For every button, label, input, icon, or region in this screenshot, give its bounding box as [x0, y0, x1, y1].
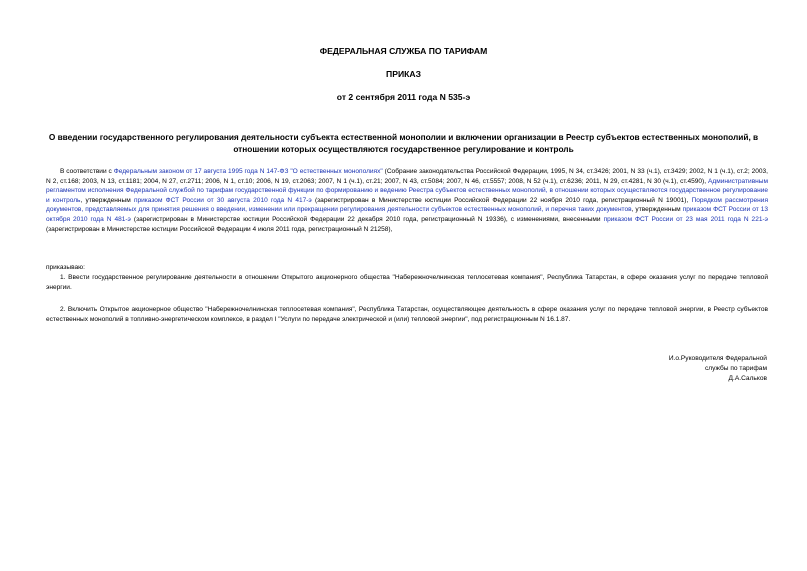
- preamble-text: , утвержденным: [80, 196, 134, 204]
- order-481-link[interactable]: приказом ФСТ России от 13 октября 2010 года N 481-э: [46, 206, 768, 223]
- document-type: ПРИКАЗ: [386, 69, 421, 79]
- signatory-name: Д.А.Сальков: [728, 375, 767, 382]
- signature-block: [567, 354, 767, 384]
- order-221-link[interactable]: приказом ФСТ России от 23 мая 2011 года N 221-э: [603, 215, 768, 223]
- preamble-text: , утвержденным: [631, 206, 683, 214]
- preamble-text: (зарегистрирован в Министерстве юстиции Российской Федерации 22 декабря 2010 года, регистрационный N 19336), с изменениями, внесенными: [130, 215, 604, 223]
- agency-name: ФЕДЕРАЛЬНАЯ СЛУЖБА ПО ТАРИФАМ: [319, 46, 488, 56]
- signatory-agency: службы по тарифам: [704, 365, 767, 372]
- admin-regulation-link[interactable]: Административным регламентом исполнения Федеральной службой по тарифам государственной функции по формированию и ведению Реестра субъектов естественных монополий, в отношении которых осуществляются государственное регулирование и контроль: [46, 177, 768, 204]
- preamble-text: (Собрание законодательства Российской Федерации, 1995, N 34, ст.3426; 2001, N 33 (ч.1), ст.3429; 2002, N 1 (ч.1), ст.2; 2003, N 2, ст.168; 2003, N 13, ст.1181; 2004, N 27, ст.2711; 2006, N 1, ст.10; 2006, N 19, ст.2063; 2007, N 1 (ч.1), ст.21; 2007, N 43, ст.5084; 2007, N 46, ст.5557; 2008, N 52 (ч.1), ст.6236; 2011, N 29, ст.4281, N 30 (ч.1), ст.4590),: [46, 168, 768, 185]
- preamble-paragraph: [46, 167, 768, 234]
- signatory-position: И.о.Руководителя Федеральной: [668, 355, 767, 362]
- order-item-1: 1. Ввести государственное регулирование деятельности в отношении Открытого акционерного общества "Набережночелнинская теплосетевая компания", Республика Татарстан, в сфере оказания услуг по передаче тепловой энергии.: [46, 274, 768, 291]
- preamble-text: (зарегистрирован в Министерстве юстиции Российской Федерации 22 ноября 2010 года, регистрационный N 19001),: [311, 196, 692, 204]
- preamble-text: В соответствии с: [60, 168, 114, 175]
- preamble-text: (зарегистрирован в Министерстве юстиции Российской Федерации 4 июля 2011 года, регистрационный N 21258),: [46, 225, 393, 233]
- order-item-2: 2. Включить Открытое акционерное общество "Набережночелнинская теплосетевая компания", Республика Татарстан, осуществляющее деятельность в сфере оказания услуг по передаче тепловой энергии, в Реестр субъектов естественных монополий в топливно-энергетическом комплексе, в раздел I "Услуги по передаче электрической и (или) тепловой энергии", под регистрационным N 16.1.87.: [46, 306, 768, 323]
- document-title: О введении государственного регулирования деятельности субъекта естественной монополии и включении организации в Реестр субъектов естественных монополий, в отношении которых осуществляются государственное регулирование и контроль: [48, 132, 759, 154]
- document-date-number: от 2 сентября 2011 года N 535-э: [336, 92, 471, 102]
- order-417-link[interactable]: приказом ФСТ России от 30 августа 2010 года N 417-э: [133, 196, 312, 204]
- federal-law-link[interactable]: Федеральным законом от 17 августа 1995 года N 147-ФЗ "О естественных монополиях": [113, 168, 383, 175]
- procedure-link[interactable]: Порядком рассмотрения документов, представляемых для принятия решения о введении, изменении или прекращении регулирования деятельности субъектов естественных монополий, и перечня таких документов: [46, 196, 768, 214]
- orders-label: приказываю:: [46, 264, 85, 271]
